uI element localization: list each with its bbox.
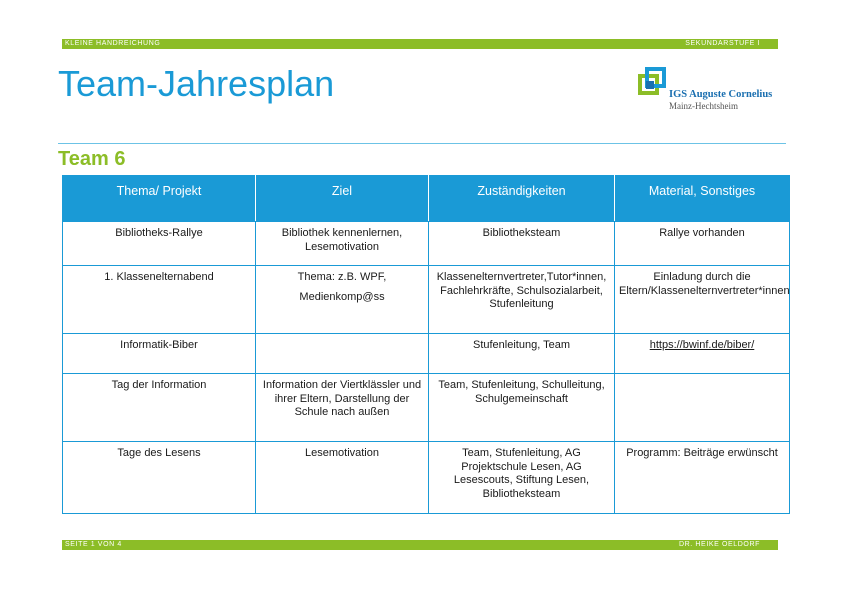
- cell-material: Einladung durch die Eltern/Klassenelternvertreter*innen: [615, 266, 790, 334]
- column-header-zustaendigkeiten: Zuständigkeiten: [429, 176, 615, 222]
- plan-table: [62, 175, 790, 514]
- cell-thema: Bibliotheks-Rallye: [63, 222, 256, 266]
- table-header-row: [63, 176, 790, 222]
- cell-material: Rallye vorhanden: [615, 222, 790, 266]
- cell-ziel: [256, 334, 429, 374]
- footer-bar: [62, 540, 778, 550]
- header-left-label: KLEINE HANDREICHUNG: [65, 40, 161, 47]
- logo-school-location: Mainz-Hechtsheim: [669, 101, 738, 111]
- table-row: [63, 374, 790, 442]
- section-title: Team 6: [58, 148, 126, 170]
- cell-thema: Informatik-Biber: [63, 334, 256, 374]
- page-title: Team-Jahresplan: [58, 63, 335, 104]
- table-row: [63, 222, 790, 266]
- cell-ziel: Bibliothek kennenlernen, Lesemotivation: [256, 222, 429, 266]
- biber-link[interactable]: https://bwinf.de/biber/: [649, 339, 755, 351]
- table-row: [63, 442, 790, 514]
- cell-zustaendigkeiten: Team, Stufenleitung, AG Projektschule Lesen, AG Lesescouts, Stiftung Lesen, Bibliotheksteam: [429, 442, 615, 514]
- cell-zustaendigkeiten: Team, Stufenleitung, Schulleitung, Schulgemeinschaft: [429, 374, 615, 442]
- title-divider: [58, 143, 786, 144]
- cell-ziel: [256, 266, 429, 334]
- header-bar: [62, 39, 778, 49]
- school-logo: [637, 67, 787, 115]
- cell-thema: Tage des Lesens: [63, 442, 256, 514]
- cell-ziel-line-2: Medienkomp@ss: [299, 290, 385, 303]
- column-header-thema: Thema/ Projekt: [63, 176, 256, 222]
- cell-zustaendigkeiten: Klassenelternvertreter,Tutor*innen, Fachlehrkräfte, Schulsozialarbeit, Stufenleitung: [429, 266, 615, 334]
- column-header-ziel: Ziel: [256, 176, 429, 222]
- column-header-material: Material, Sonstiges: [615, 176, 790, 222]
- table-row: [63, 334, 790, 374]
- cell-material: [615, 374, 790, 442]
- cell-ziel-line-1: Thema: z.B. WPF,: [297, 271, 387, 283]
- footer-page-label: SEITE 1 VON 4: [65, 541, 122, 548]
- cell-thema: 1. Klassenelternabend: [63, 266, 256, 334]
- cell-zustaendigkeiten: Stufenleitung, Team: [429, 334, 615, 374]
- cell-thema: Tag der Information: [63, 374, 256, 442]
- cell-material: Programm: Beiträge erwünscht: [615, 442, 790, 514]
- header-right-label: SEKUNDARSTUFE I: [685, 40, 760, 47]
- cell-zustaendigkeiten: Bibliotheksteam: [429, 222, 615, 266]
- logo-school-name: IGS Auguste Cornelius: [669, 89, 773, 100]
- cell-material: [615, 334, 790, 374]
- cell-ziel: Lesemotivation: [256, 442, 429, 514]
- cell-ziel: Information der Viertklässler und ihrer Eltern, Darstellung der Schule nach außen: [256, 374, 429, 442]
- table-row: [63, 266, 790, 334]
- footer-author-label: DR. HEIKE OELDORF: [679, 541, 760, 548]
- logo-squares-icon: [637, 67, 669, 101]
